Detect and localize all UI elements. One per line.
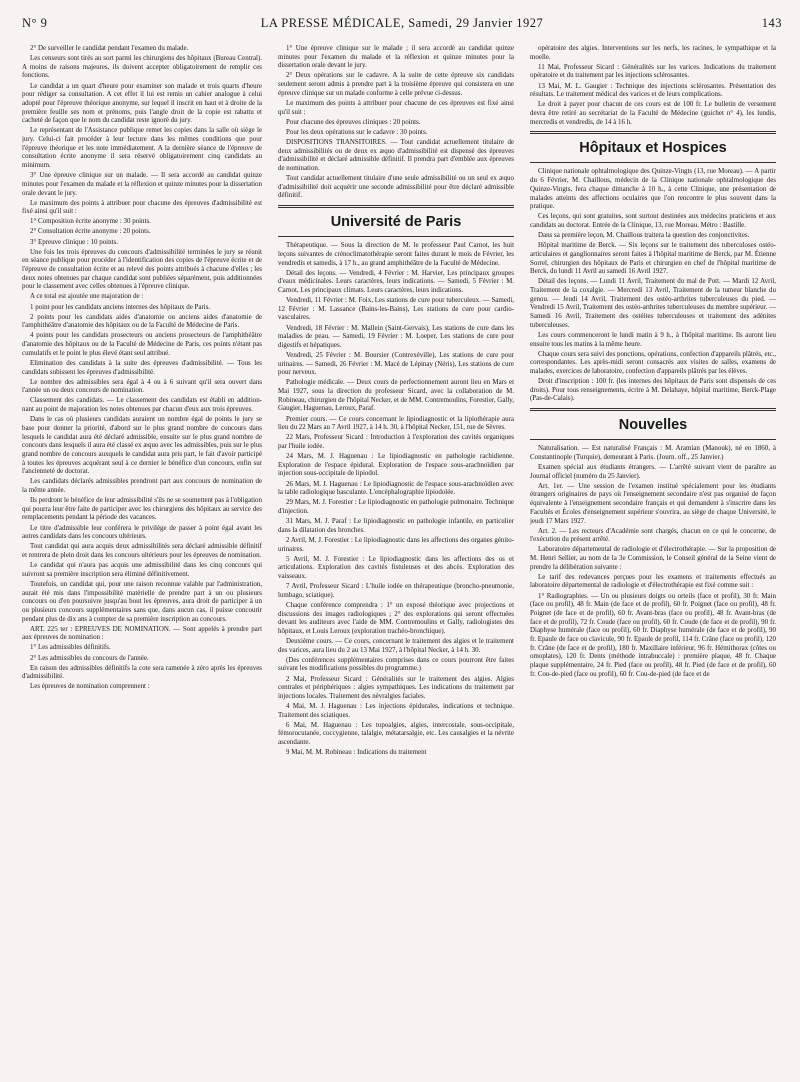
- paragraph: 24 Mars, M. J. Haguenau : Le lipiodiagnostic en pathologie rachidienne. Exploration de l'espace épidural. Exploration de l'espace sous-arachnoïdien par injection sous-occipitale de lipiodol.: [278, 452, 514, 478]
- paragraph: Ils perdront le bénéfice de leur admissibilité s'ils ne se soumettent pas à l'obligation qui pourra leur être faite de participer avec les chirurgiens des hôpitaux au service des remplacements pendant la période des vacances.: [22, 496, 262, 522]
- paragraph: Le candidat a un quart d'heure pour examiner son malade et trois quarts d'heure pour rédiger sa consultation. A cet effet il lui est remis un cahier analogue à celui adopté pour l'épreuve théorique anonyme, sur lequel il inscrit en haut et à droite de la première feuille ses nom et prénoms, puis l'angle droit de la copie est rabattu et cacheté de façon que le nom du candidat reste ignoré du jury.: [22, 81, 262, 125]
- paragraph: Le droit à payer pour chacun de ces cours est de 100 fr. Le bulletin de versement devra être retiré au secrétariat de la Faculté de Médecine (guichet n° 4), les lundis, mercredis et vendredis, de 14 à 16 h.: [530, 100, 776, 126]
- paragraph: Chaque conférence comprendra : 1° un exposé théorique avec projections et discussions des images radiologiques ; 2° des explorations qui seront effectuées devant les auditeurs avec l'aide de MM. Contremoulins et Gally, radiologistes des hôpitaux, et Louis Leroux (exploration trachéo-bronchique).: [278, 600, 514, 635]
- paragraph: Les cours commenceront le lundi matin à 9 h., à l'hôpital maritime. Ils auront lieu ensuite tous les matins à la même heure.: [530, 330, 776, 348]
- section-divider: [530, 131, 776, 134]
- paragraph: Le titre d'admissible leur conférera le privilège de passer à point égal avant les autres candidats dans les concours ultérieurs.: [22, 523, 262, 541]
- paragraph: opératoire des algies. Interventions sur les nerfs, les racines, le sympathique et la moelle.: [530, 44, 776, 61]
- paragraph: Droit d'inscription : 100 fr. (les internes des hôpitaux de Paris sont dispensés de ces droits). Pour tous renseignements, écrire à M. Delahaye, hôpital maritime, Berck-Plage (Pas-de-Calais).: [530, 377, 776, 403]
- section-title-universite: Université de Paris: [330, 214, 462, 231]
- paragraph: Clinique nationale ophtalmologique des Quinze-Vingts (13, rue Moreau). — A partir du 6 Février, M. Chaillous, médecin de la Clinique nationale ophtalmologique des Quinze-Vingts, fera chaque dimanche à 10 h., à cette Clinique, une présentation de malades atteints des affections oculaires que l'on rencontre le plus souvent dans la pratique.: [530, 167, 776, 211]
- paragraph: 13 Mai, M. L. Gaugier : Technique des injections sclérosantes. Présentation des résultats. Le traitement médical des varices et de leurs complications.: [530, 81, 776, 99]
- paragraph: Le maximum des points à attribuer pour chacune des épreuves d'admissibilité est fixé ainsi qu'il suit :: [22, 198, 262, 216]
- hopitaux-section: [530, 167, 776, 403]
- paragraph: A ce total est ajoutée une majoration de :: [30, 292, 144, 301]
- paragraph: Thérapeutique. — Sous la direction de M. le professeur Paul Carnot, les huit leçons suivantes de crénoclimatothérapie seront faites durant le mois de Février, les vendredis et samedis, à 17 h., au grand amphithéâtre de la Faculté de Médecine.: [278, 241, 514, 267]
- paragraph: 6 Mai, M. Haguenau : Les topoalgies, algies, intercostale, sous-occipitale, fémorocutanée, coccygienne, talalgie, métatarsalgie, etc. Les causalgies et la névrite ascendante.: [278, 720, 514, 747]
- paragraph: 2° Les admissibles du concours de l'année.: [30, 653, 149, 662]
- journal-title: LA PRESSE MÉDICALE, Samedi, 29 Janvier 1927: [260, 16, 544, 30]
- paragraph: Toutefois, un candidat qui, pour une raison reconnue valable par l'administration, aurait été mis dans l'impossibilité matérielle de prendre part à un ou plusieurs concours ou d'en poursuivre jusqu'au bout les épreuves, aura droit de participer à un ou plusieurs concours supplémentaires sans que, dans aucun cas, il puisse concourir pendant plus de dix ans à compter de sa première inscription au concours.: [22, 579, 262, 623]
- paragraph: 3° Une épreuve clinique sur un malade. — Il sera accordé au candidat quinze minutes pour l'examen du malade et la réflexion et quinze minutes pour la dissertation orale devant le jury.: [22, 171, 262, 197]
- paragraph: Une fois les trois épreuves du concours d'admissibilité terminées le jury se réunit en séance publique pour procéder à l'identification des copies de l'épreuve écrite et de l'épreuve de consultation écrite et au relevé des points attribués à chacune d'elles ; les deux notes obtenues par chaque candidat sont publiées séparément, puis additionnées pour le classement avec celles obtenues à l'épreuve clinique.: [22, 247, 262, 291]
- issue-number: N° 9: [22, 16, 48, 30]
- paragraph: Pour les deux opérations sur le cadavre : 30 points.: [286, 127, 428, 136]
- paragraph: Ces leçons, qui sont gratuites, sont surtout destinées aux médecins praticiens et aux candidats au doctorat. Entrée de la Clinique, 13, rue Moreau. Métro : Bastille.: [530, 212, 776, 229]
- paragraph: 26 Mars, M. J. Haguenau : Le lipiodiagnostic de l'espace sous-arachnoïdien avec la table radiologique basculante. L'encéphalographie lipiodolée.: [278, 479, 514, 497]
- paragraph: En raison des admissibles définitifs la cote sera ramenée à zéro après les épreuves d'admissibilité.: [22, 663, 262, 681]
- paragraph: 1° Les admissibles définitifs.: [30, 643, 111, 652]
- paragraph: Dans le cas où plusieurs candidats auraient un nombre égal de points le jury se base pour donner la priorité, d'abord sur le plus grand nombre de concours dans lesquels le candidat aura été déclaré admissible, ensuite sur le plus grand nombre de concours dans lesquels il aura été classé ex æquo avec les admissibles, puis sur le plus grand nombre de concours auxquels le candidat aura pris part, le fait d'avoir participé à toutes les épreuves acquérant seul à ce dernier le bénéfice d'un concours, enfin sur l'ancienneté de doctorat.: [22, 415, 262, 476]
- paragraph: Art. 2. — Les recteurs d'Académie sont chargés, chacun en ce qui le concerne, de l'exécution du présent arrêté.: [530, 526, 776, 544]
- page-header: [22, 16, 782, 32]
- paragraph: 1° Composition écrite anonyme : 30 points.: [30, 217, 151, 226]
- column-1: [22, 44, 262, 1072]
- paragraph: Détail des leçons. — Vendredi, 4 Février : M. Harvier, Les principaux groupes d'eaux médicinales. Leurs caractères, leurs indications. — Samedi, 5 Février : M. Carnot, Les principaux climats. Leurs caractères, leurs indications.: [278, 268, 514, 294]
- section-title-nouvelles: Nouvelles: [618, 417, 688, 434]
- paragraph: Laboratoire départemental de radiologie et d'électrothérapie. — Sur la proposition de M. Henri Sellier, au nom de la 3e Commission, le Conseil général de la Seine vient de prendre la délibération suivante :: [530, 545, 776, 571]
- paragraph: 7 Avril, Professeur Sicard : L'huile iodée en thérapeutique (broncho-pneumonie, lumbago, sciatique).: [278, 582, 514, 599]
- paragraph: Le tarif des redevances perçues pour les examens et traitements effectués au laboratoire départemental de radiologie et d'électrothérapie est fixé comme suit :: [530, 572, 776, 590]
- paragraph: Le nombre des admissibles sera égal à 4 ou à 6 suivant qu'il sera ouvert dans l'année un ou deux concours de nomination.: [22, 377, 262, 395]
- paragraph: 29 Mars, M. J. Forestier : Le lipiodiagnostic en pathologie pulmonaire. Technique d'injection.: [278, 498, 514, 515]
- title-rule: [530, 439, 776, 440]
- paragraph: Tout candidat qui aura acquis deux admissibilités sera déclaré admissible définitif et rentrera de plein droit dans les concours ultérieurs pour les épreuves de nomination.: [22, 542, 262, 560]
- paragraph: Vendredi, 11 Février : M. Foix, Les stations de cure pour tuberculeux. — Samedi, 12 Février : M. Lassance (Bains-les-Bains), Les stations de cure pour cardio-vasculaires.: [278, 296, 514, 322]
- paragraph: 5 Avril, M. J. Forestier : Le lipiodiagnostic dans les affections des os et articulations. Exploration des cavités fistuleuses et des abcès. Exploration des vaisseaux.: [278, 554, 514, 580]
- paragraph: 2 points pour les candidats aides d'anatomie ou anciens aides d'anatomie de l'amphithéâtre d'anatomie des hôpitaux ou de la Faculté de Médecine de Paris.: [22, 312, 262, 330]
- title-rule: [530, 162, 776, 163]
- paragraph: Art. 1er. — Une session de l'examen institué spécialement pour les étudiants étrangers originaires de pays où l'enseignement secondaire n'est pas organisé de façon équivalente à l'enseignement secondaire français et qui demandent à s'inscrire dans les Facultés et Écoles d'enseignement supérieur s'ouvrira, au siège de chaque Université, le jeudi 17 Mars 1927.: [530, 481, 776, 525]
- paragraph: 2 Mai, Professeur Sicard : Généralités sur le traitement des algies. Algies centrales et périphériques : algies sympathiques. Les indications du traitement par injections locales. Traitement des névralgies faciales.: [278, 674, 514, 700]
- paragraph: (Des conférences supplémentaires comprises dans ce cours pourront être faites suivant les modifications possibles du programme.): [278, 655, 514, 673]
- paragraph: Le maximum des points à attribuer pour chacune de ces épreuves est fixé ainsi qu'il suit :: [278, 98, 514, 116]
- paragraph: Pathologie médicale. — Deux cours de perfectionnement auront lieu en Mars et Mai 1927, sous la direction du professeur Sicard, avec la collaboration de M. Robineau, chirurgien de l'hôpital Necker, et de MM. Contremoulins, Forestier, Gally, Gaugier, Haguenau, Leroux, Paraf.: [278, 378, 514, 413]
- paragraph: Le représentant de l'Assistance publique remet les copies dans la salle où siège le jury. Celui-ci fait procéder à leur lecture dans les mêmes conditions que pour l'épreuve théorique et les note immédiatement. A la dernière séance de l'épreuve de consultation écrite anonyme il sera réservé obligatoirement cinq candidats au minimum.: [22, 126, 262, 170]
- paragraph: 31 Mars, M. J. Paraf : Le lipiodiagnostic en pathologie infantile, en particulier dans la dilatation des bronches.: [278, 517, 514, 534]
- paragraph: Premier cours. — Ce cours concernant le lipiodiagnostic et la lipiothérapie aura lieu du 22 Mars au 7 Avril 1927, à 14 h. 30, à l'hôpital Necker, 151, rue de Sèvres.: [278, 414, 514, 432]
- paragraph: Classement des candidats. — Le classement des candidats est établi en addition-nant au point de majoration les notes obtenues par chacun d'eux aux trois épreuves.: [22, 396, 262, 414]
- page-number: 143: [761, 16, 782, 30]
- paragraph: Vendredi, 25 Février : M. Boursier (Contrexéville), Les stations de cure pour urinaires. — Samedi, 26 Février : M. Macé de Lépinay (Néris), Les stations de cure pour nerveux.: [278, 350, 514, 377]
- column-3: [530, 44, 776, 1072]
- nouvelles-section: [530, 444, 776, 678]
- paragraph: 2° De surveiller le candidat pendant l'examen du malade.: [30, 44, 189, 52]
- section-divider: [278, 205, 514, 208]
- paragraph: Vendredi, 18 Février : M. Mallein (Saint-Gervais), Les stations de cure dans les maladies de peau. — Samedi, 19 Février : M. Loeper, Les stations de cure pour digestifs et hépatiques.: [278, 323, 514, 349]
- paragraph: Examen spécial aux étudiants étrangers. — L'arrêté suivant vient de paraître au Journal officiel (numéro du 25 Janvier).: [530, 462, 776, 480]
- paragraph: 11 Mai, Professeur Sicard : Généralités sur les varices. Indications du traitement opératoire et du traitement par les injections sclérosantes.: [530, 62, 776, 80]
- paragraph: Tout candidat actuellement titulaire d'une seule admissibilité ou un seul ex æquo d'admissibilité doit acquérir une seconde admissibilité pour être déclaré admissible définitif.: [278, 173, 514, 200]
- paragraph: Chaque cours sera suivi des ponctions, opérations, confection d'appareils plâtrés, etc., correspondantes. Les après-midi seront consacrés aux visites de salles, examens de malades, exercices de laboratoire, confection d'appareils plâtrés par les élèves.: [530, 349, 776, 375]
- paragraph: 4 points pour les candidats prosecteurs ou anciens prosecteurs de l'amphithéâtre d'anatomie des hôpitaux ou de la Faculté de Médecine de Paris, ces points n'étant pas cumulatifs et le point le plus élevé étant seul attribué.: [22, 331, 262, 357]
- column-2: [278, 44, 514, 1072]
- paragraph: Dans sa première leçon, M. Chaillous traitera la question des conjonctivites.: [538, 231, 750, 240]
- paragraph: Elimination des candidats à la suite des épreuves d'admissibilité. — Tous les candidats subissent les épreuves d'admissibilité.: [22, 358, 262, 376]
- paragraph: Deuxième cours. — Ce cours, concernant le traitement des algies et le traitement des varices, aura lieu du 2 au 13 Mai 1927, à l'hôpital Necker, à 14 h. 30.: [278, 636, 514, 654]
- title-rule: [278, 236, 514, 237]
- paragraph: Les épreuves de nomination comprennent :: [30, 682, 150, 691]
- paragraph: Détail des leçons. — Lundi 11 Avril, Traitement du mal de Pott. — Mardi 12 Avril, Traitement de la coxalgie. — Mercredi 13 Avril, Traitement de la tumeur blanche du genou. — Jeudi 14 Avril, Traitement des ostéo-arthrites tuberculeuses du pied. — Vendredi 15 Avril, Traitement des ostéo-arthrites tuberculeuses du membre supérieur. — Samedi 16 Avril, Traitement des ostéites tuberculeuses et traitement des adénites tuberculeuses.: [530, 277, 776, 329]
- section-title-hopitaux: Hôpitaux et Hospices: [579, 140, 727, 157]
- paragraph: 22 Mars, Professeur Sicard : Introduction à l'exploration des cavités organiques par l'huile iodée.: [278, 433, 514, 451]
- paragraph: Hôpital maritime de Berck. — Six leçons sur le traitement des tuberculoses ostéo-articulaires et ganglionnaires seront faites à l'hôpital maritime de Berck, par M. Étienne Sorrel, chirurgien des hôpitaux de Paris et chirurgien en chef de l'hôpital maritime de Berck, du lundi 11 Avril au samedi 16 Avril 1927.: [530, 241, 776, 276]
- paragraph: Pour chacune des épreuves cliniques : 20 points.: [286, 117, 421, 126]
- universite-section: [278, 241, 514, 757]
- paragraph: 3° Epreuve clinique : 10 points.: [30, 237, 118, 246]
- paragraph: 4 Mai, M. J. Haguenau : Les injections épidurales, indications et technique. Traitement des sciatiques.: [278, 701, 514, 719]
- paragraph: 2 Avril, M. J. Forestier : Le lipiodiagnostic dans les affections des organes génito-urinaires.: [278, 535, 514, 553]
- paragraph: Naturalisation. — Est naturalisé Français : M. Aramian (Manouk), né en 1860, à Constantinople (Turquie), demeurant à Paris. (Journ. off., 25 Janvier.): [530, 444, 776, 461]
- nomination-section: [278, 44, 514, 200]
- section-divider: [530, 408, 776, 411]
- paragraph: 1° Radiographies. — Un ou plusieurs doigts ou orteils (face et profil), 30 fr. Main (face ou profil), 48 fr. Main (de face et de profil), 60 fr. Poignet (face ou profil), 48 fr. Poignet (de face et de profil), 60 fr. Avant-bras (face ou profil), 48 fr. Avant-bras (de face et de profil), 72 fr. Coude (face ou profil), 60 fr. Coude (de face et de profil), 90 fr. Diaphyse humérale (face ou profil), 60 fr. Diaphyse humérale (de face et de profil), 90 fr. Epaule de face ou clavicule, 90 fr. Epaule de profil, 114 fr. Crâne (face ou profil), 120 fr. Crâne (de face et de profil), 180 fr. Maxillaire inférieur, 96 fr. Hémithorax (côtes ou omoplates), 120 fr. Dents (méthode intrabuccale) : première plaque, 48 fr. Chaque plaque supplémentaire, 24 fr. Pied (face ou profil), 48 fr. Pied (de face et de profil), 60 fr. Cou-de-pied (face ou profil), 60 fr. Cou-de-pied (de face et de: [530, 591, 776, 678]
- paragraph: Les candidats déclarés admissibles prendront part aux concours de nomination de la même année.: [22, 477, 262, 495]
- paragraph: 2° Deux opérations sur le cadavre. A la suite de cette épreuve six candidats seulement seront admis à prendre part à la troisième épreuve qui consistera en une épreuve clinique sur un malade conforme à celle prévue ci-dessus.: [278, 71, 514, 97]
- paragraph: ART. 225 ter : EPREUVES DE NOMINATION. — Sont appelés à prendre part aux épreuves de nomination :: [22, 624, 262, 642]
- paragraph: Les censeurs sont tirés au sort parmi les chirurgiens des hôpitaux (Bureau Central). A moins de raisons majeures, ils doivent accepter obligatoirement de remplir ces fonctions.: [22, 54, 262, 80]
- cours-continuation: [530, 44, 776, 126]
- paragraph: 1 point pour les candidats anciens internes des hôpitaux de Paris.: [30, 302, 211, 311]
- paragraph: 2° Consultation écrite anonyme : 20 points.: [30, 227, 151, 236]
- paragraph: 9 Mai, M. M. Robineau : Indications du traitement: [286, 748, 427, 757]
- paragraph: Le candidat qui n'aura pas acquis une admissibilité dans les cinq concours qui suivront sa première inscription sera éliminé définitivement.: [22, 561, 262, 578]
- paragraph: DISPOSITIONS TRANSITOIRES. — Tout candidat actuellement titulaire de deux admissibilités ou de deux ex æquo d'admissibilité est dispensé des épreuves d'admissibilité et déclaré admissible définitif. Il prendra part d'emblée aux épreuves de nomination.: [278, 137, 514, 172]
- paragraph: 1° Une épreuve clinique sur le malade ; il sera accordé au candidat quinze minutes pour l'examen du malade et la réflexion et quinze minutes pour la dissertation orale devant le jury.: [278, 44, 514, 70]
